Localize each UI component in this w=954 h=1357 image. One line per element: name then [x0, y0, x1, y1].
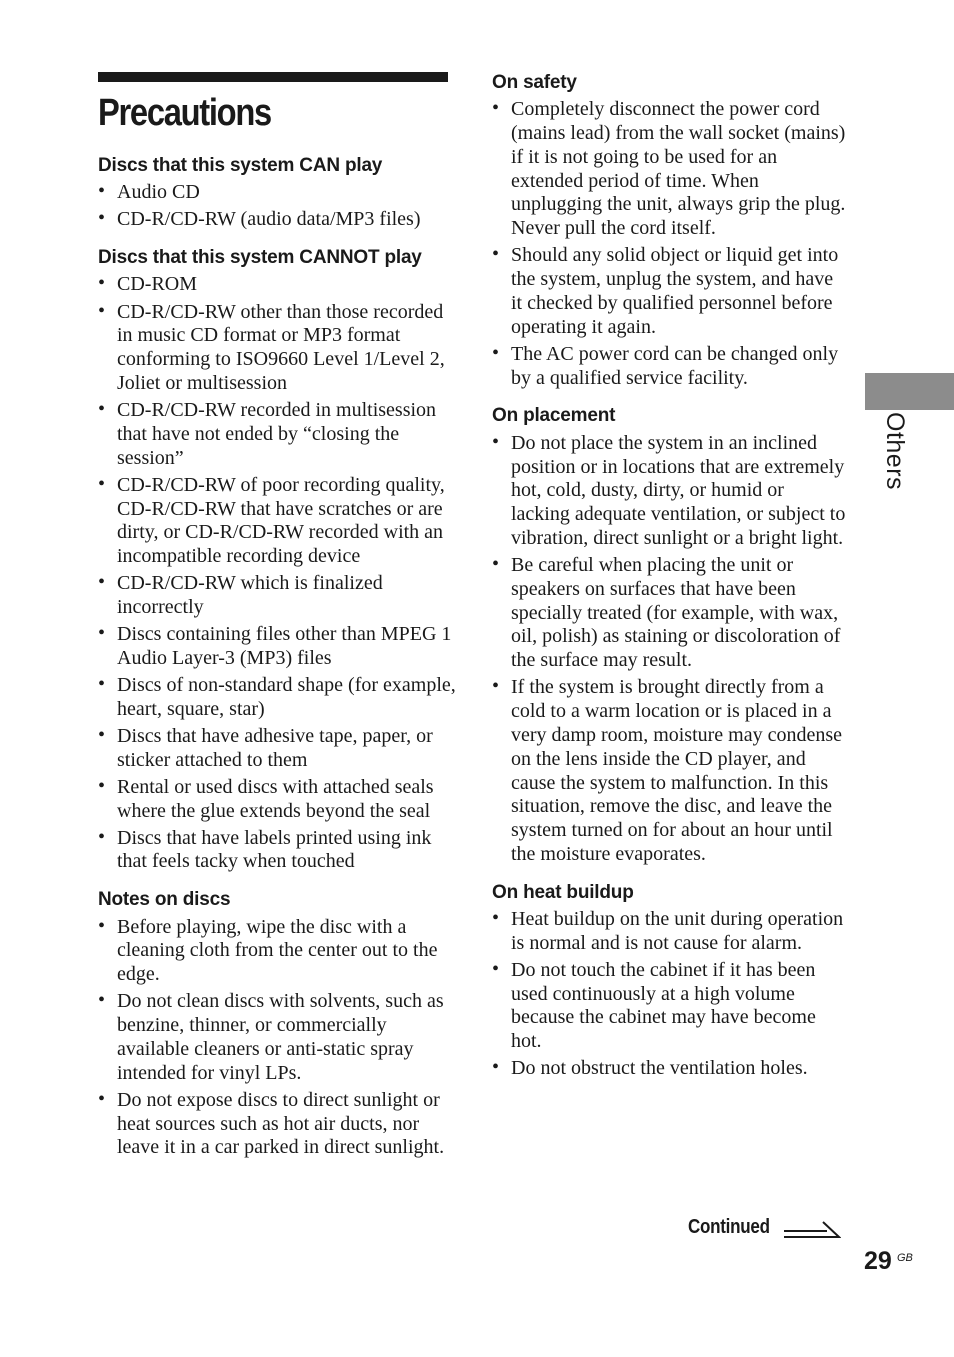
bullet-list [492, 98, 847, 390]
list-item: • CD-R/CD-RW recorded in multisession that have not ended by “closing the session” [98, 399, 458, 470]
list-item: • The AC power cord can be changed only by a qualified service facility. [492, 343, 847, 391]
list-item: • Discs of non-standard shape (for example, heart, square, star) [98, 674, 458, 722]
section-can-play [98, 154, 458, 232]
list-item: • Before playing, wipe the disc with a cleaning cloth from the center out to the edge. [98, 916, 458, 987]
list-item: • CD-ROM [98, 273, 458, 297]
bullet-list [98, 181, 458, 232]
list-item: • Should any solid object or liquid get into the system, unplug the system, and have it checked by qualified personnel before operating it again. [492, 244, 847, 339]
section-on-placement [492, 404, 847, 866]
list-item: • Do not obstruct the ventilation holes. [492, 1057, 847, 1081]
list-item: • Do not touch the cabinet if it has been used continuously at a high volume because the cabinet may have become hot. [492, 959, 847, 1054]
bullet-list [98, 273, 458, 874]
continued-arrow-icon [783, 1218, 841, 1242]
continued-label: Continued [688, 1216, 770, 1238]
section-cannot-play [98, 246, 458, 874]
section-heading: Discs that this system CAN play [98, 155, 383, 176]
list-item: • Discs that have adhesive tape, paper, or sticker attached to them [98, 725, 458, 773]
left-column [98, 154, 458, 1160]
list-item: • Do not clean discs with solvents, such as benzine, thinner, or commercially available cleaners or anti-static spray intended for vinyl LPs. [98, 990, 458, 1085]
list-item: • Audio CD [98, 181, 458, 205]
section-heading: On heat buildup [492, 881, 634, 903]
list-item: • Be careful when placing the unit or speakers on surfaces that have been specially treated (for example, with wax, oil, polish) as staining or discoloration of the surface may result. [492, 554, 847, 673]
list-item: • CD-R/CD-RW which is finalized incorrectly [98, 572, 458, 620]
list-item: • CD-R/CD-RW (audio data/MP3 files) [98, 208, 458, 232]
section-heading: On safety [492, 72, 577, 93]
section-heading: Notes on discs [98, 889, 231, 911]
list-item: • Do not place the system in an inclined position or in locations that are extremely hot, cold, dusty, dirty, or humid or lacking adequate ventilation, or subject to vibration, direct sunlight or a bright light. [492, 432, 847, 551]
list-item: • Completely disconnect the power cord (mains lead) from the wall socket (mains) if it is not going to be used for an extended period of time. When unplugging the unit, always grip the plug. Never pull the cord itself. [492, 98, 847, 241]
section-heading: Discs that this system CANNOT play [98, 247, 422, 269]
list-item: • Discs that have labels printed using ink that feels tacky when touched [98, 827, 458, 875]
section-notes-on-discs [98, 888, 458, 1160]
section-heading: On placement [492, 405, 616, 427]
list-item: • Do not expose discs to direct sunlight or heat sources such as hot air ducts, nor leave it in a car parked in direct sunlight. [98, 1089, 458, 1160]
side-tab-label: Others [881, 412, 909, 491]
bullet-list [492, 432, 847, 867]
list-item: • If the system is brought directly from a cold to a warm location or is placed in a very damp room, moisture may condense on the lens inside the CD player, and cause the system to malfunction. In this situation, remove the disc, and leave the system turned on for about an hour until the moisture evaporates. [492, 676, 847, 866]
page-number: 29 [864, 1247, 892, 1275]
right-column [492, 71, 847, 1081]
section-on-safety [492, 71, 847, 390]
title-rule [98, 72, 448, 82]
list-item: • Discs containing files other than MPEG 1 Audio Layer-3 (MP3) files [98, 623, 458, 671]
page-title: Precautions [98, 92, 271, 134]
list-item: • CD-R/CD-RW other than those recorded in music CD format or MP3 format conforming to ISO9660 Level 1/Level 2, Joliet or multisession [98, 301, 458, 396]
section-on-heat-buildup [492, 881, 847, 1081]
bullet-list [492, 908, 847, 1081]
list-item: • Heat buildup on the unit during operation is normal and is not cause for alarm. [492, 908, 847, 956]
list-item: • Rental or used discs with attached seals where the glue extends beyond the seal [98, 776, 458, 824]
page-region-suffix: GB [897, 1252, 913, 1264]
bullet-list [98, 916, 458, 1161]
section-tab-marker [865, 373, 954, 410]
list-item: • CD-R/CD-RW of poor recording quality, CD-R/CD-RW that have scratches or are dirty, or CD-R/CD-RW recorded with an incompatible recording device [98, 474, 458, 569]
